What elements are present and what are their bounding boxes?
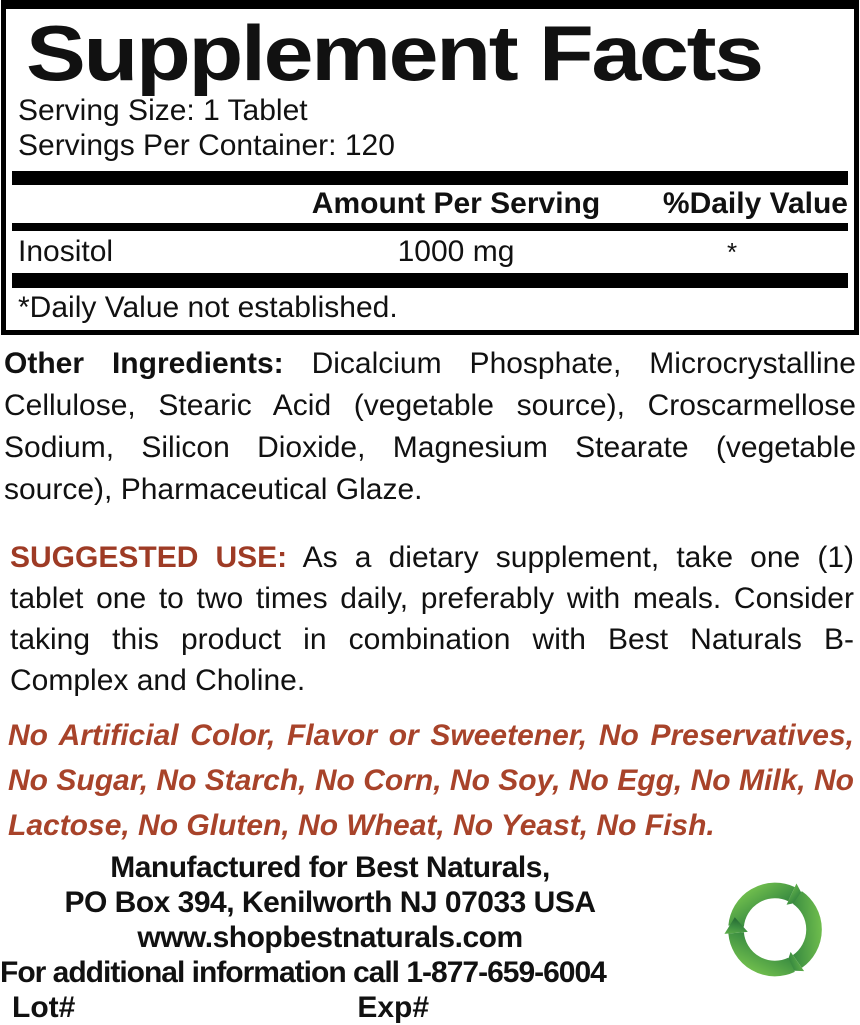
website-line: www.shopbestnaturals.com	[137, 921, 523, 954]
address-line: PO Box 394, Kenilworth NJ 07033 USA	[64, 886, 596, 919]
free-of-claims: No Artificial Color, Flavor or Sweetener, No Preservatives, No Sugar, No Starch, No Corn, No Soy, No Egg, No Milk, No Lactose, No Gluten, No Wheat, No Yeast, No Fish.	[8, 719, 854, 842]
header-daily-value: %Daily Value	[662, 187, 848, 220]
other-ingredients-paragraph	[4, 343, 856, 511]
divider-bar-header	[12, 223, 848, 231]
lot-number-label: Lot#	[12, 991, 76, 1024]
suggested-use-label: SUGGESTED USE:	[10, 541, 288, 574]
panel-title: Supplement Facts	[26, 9, 762, 97]
supplement-facts-panel	[1, 0, 859, 335]
table-row	[12, 231, 848, 273]
daily-value-footnote: *Daily Value not established.	[18, 291, 398, 324]
serving-size: Serving Size: 1 Tablet	[18, 94, 308, 127]
suggested-use-paragraph	[10, 537, 854, 701]
divider-bar-top	[12, 171, 848, 185]
manufactured-for-line: Manufactured for Best Naturals,	[110, 851, 550, 884]
phone-line: For additional information call 1-877-659-6004	[0, 956, 606, 989]
ingredient-amount: 1000 mg	[397, 235, 515, 268]
other-ingredients-label: Other Ingredients:	[4, 347, 284, 380]
divider-bar-bottom	[12, 273, 848, 288]
exp-date-label: Exp#	[357, 991, 430, 1024]
recycle-icon	[694, 858, 856, 988]
lot-exp-row	[0, 991, 660, 1025]
manufacturer-footer	[0, 850, 660, 1025]
servings-per-container: Servings Per Container: 120	[18, 129, 395, 162]
facts-table-header	[12, 185, 848, 223]
other-ingredients-text: Dicalcium Phosphate, Microcrystalline Cellulose, Stearic Acid (vegetable source), Croscarmellose Sodium, Silicon Dioxide, Magnesium Stearate (vegetable source), Pharmaceutical Glaze.	[4, 347, 856, 506]
ingredient-name: Inositol	[18, 235, 114, 268]
ingredient-daily-value: *	[726, 237, 738, 267]
header-amount-per-serving: Amount Per Serving	[311, 187, 601, 220]
suggested-use-text: As a dietary supplement, take one (1) tablet one to two times daily, preferably with meals. Consider taking this product in combination with Best Naturals B-Complex and Choline.	[10, 541, 854, 697]
